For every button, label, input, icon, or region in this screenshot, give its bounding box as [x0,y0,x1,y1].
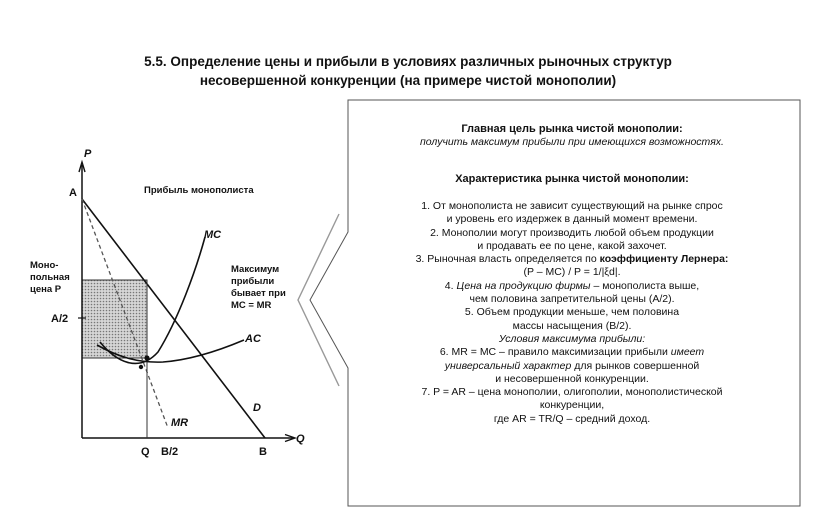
item-6-line-1: 6. MR = MC – правило максимизации прибыли имеет [439,346,705,359]
mc-mr-point [139,365,143,369]
monopoly-price-label: Моно- польная цена Р [30,260,70,295]
label-d: D [253,402,261,414]
item-3-formula: (P – MC) / P = 1/|ξd|. [523,266,621,279]
label-mr: MR [171,417,189,429]
profit-label: Прибыль монополиста [144,185,254,196]
goal-text: получить максимум прибыли при имеющихся возможностях. [420,136,724,149]
label-ac: AC [245,333,261,345]
item-5-line-2: массы насыщения (B/2). [512,319,632,332]
label-a: A [69,187,77,199]
label-a-half: A/2 [51,313,69,325]
goal-title: Главная цель рынка чистой монополии: [461,123,683,135]
equilibrium-point [144,355,149,360]
max-profit-label: Максимум прибыли бывает при MC = MR [231,264,286,311]
label-mc: MC [204,229,222,241]
characteristics-title: Характеристика рынка чистой монополии: [455,173,689,185]
item-3-line-1: 3. Рыночная власть определяется по коэффициенту Лернера: [415,253,729,266]
item-6-line-3: и несовершенной конкуренции. [495,372,649,385]
item-1-line-1: 1. От монополиста не зависит существующий на рынке спрос [421,200,723,212]
goal-section [362,123,782,150]
item-2-line-2: и продавать ее по цене, какой захочет. [477,239,667,252]
label-q: Q [141,446,150,458]
item-7-line-2: конкуренции, [539,399,605,412]
item-4-line-2: чем половина запретительной цены (A/2). [469,293,675,306]
item-7-line-1: 7. P = AR – цена монополии, олигополии, монополистической [421,386,723,399]
conditions-title: Условия максимума прибыли: [498,332,646,345]
item-7-line-3: где AR = TR/Q – средний доход. [493,412,651,425]
item-4-line-1: 4. Цена на продукцию фирмы – монополиста выше, [444,279,700,292]
label-b: B [259,446,267,458]
page-title-line-1: 5.5. Определение цены и прибыли в условиях различных рыночных структур [144,54,672,69]
axis-label-q: Q [296,433,305,445]
item-6-line-2: универсальный характер для рынков совершенной [444,359,700,372]
item-1-line-2: и уровень его издержек в данный момент времени. [446,213,698,226]
page-title-line-2: несовершенной конкуренции (на примере чистой монополии) [199,73,617,88]
item-2-line-1: 2. Монополии могут производить любой объем продукции [430,226,714,239]
characteristics-section [362,173,782,186]
item-5-line-1: 5. Объем продукции меньше, чем половина [464,306,680,319]
characteristics-list [362,200,782,426]
axis-label-p: P [84,148,92,160]
label-b-half: B/2 [161,446,179,458]
